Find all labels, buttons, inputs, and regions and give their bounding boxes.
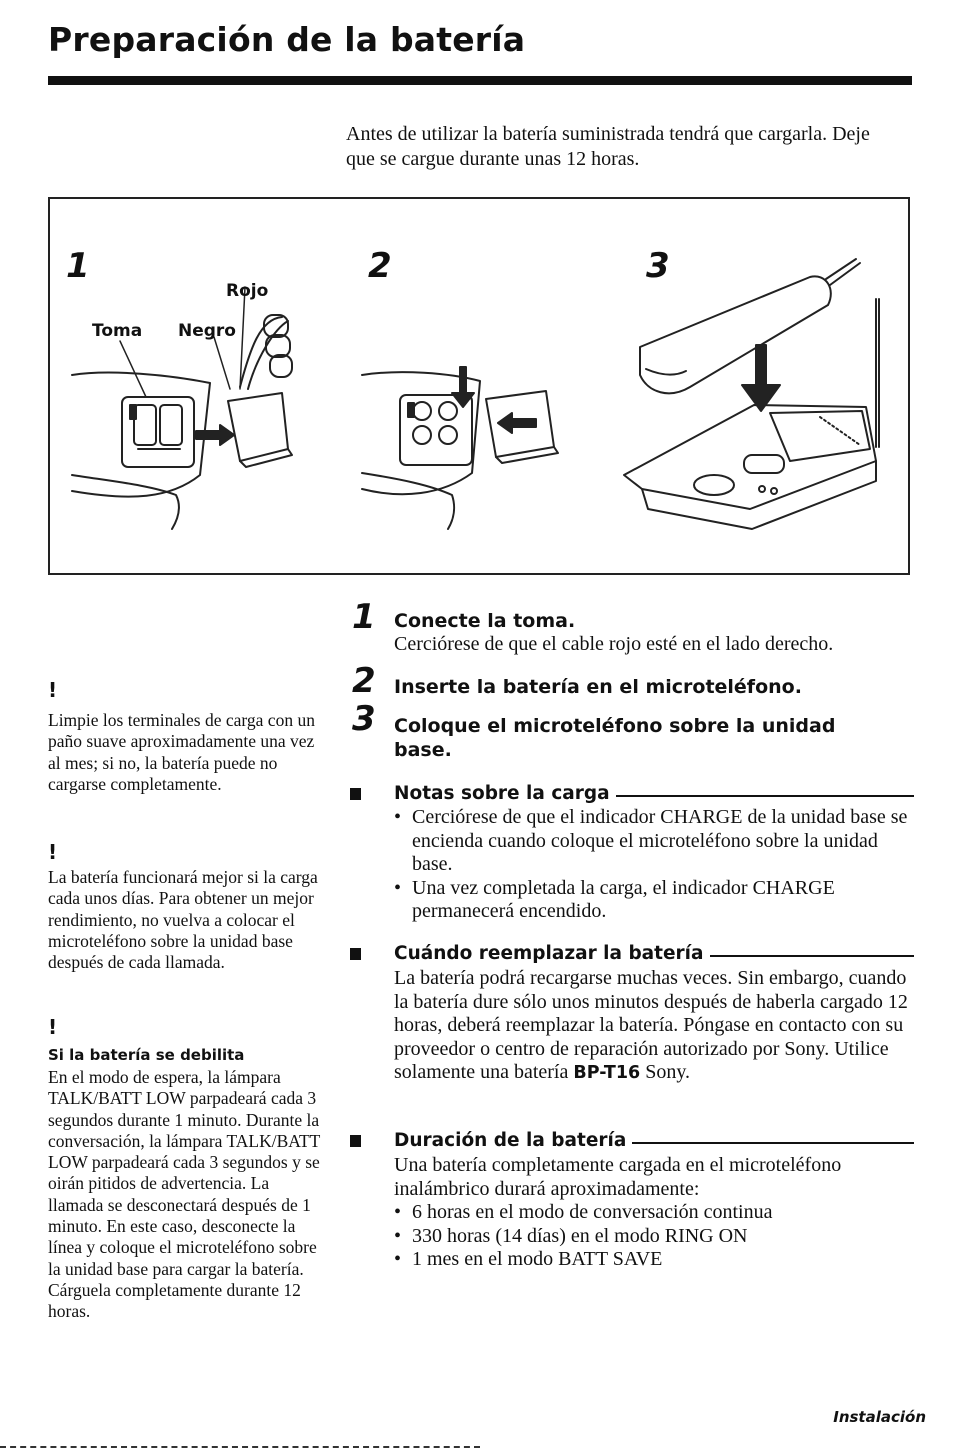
insert-arrow-1 — [196, 425, 234, 445]
figure-step-1: 1 — [66, 246, 90, 286]
note-1-text: Limpie los terminales de carga con un paño suave aproximadamente una vez al mes; si no, la batería puede no cargarse completamente. — [48, 710, 315, 794]
step-3-number: 3 — [352, 699, 376, 739]
list-item: • Una vez completada la carga, el indicador CHARGE permanecerá encendido. — [394, 877, 914, 924]
section-reemplazar-text — [394, 967, 924, 1086]
section-duracion-heading — [350, 1129, 914, 1153]
note-2-mark: ! — [48, 840, 58, 864]
label-toma: Toma — [92, 321, 143, 341]
step-2-number: 2 — [352, 661, 376, 701]
battery-model: BP-T16 — [573, 1063, 641, 1083]
square-bullet-icon — [350, 788, 361, 800]
reemplazar-text-before: La batería podrá recargarse muchas veces. Sin embargo, cuando la batería dure sólo unos minutos después de haberla cargado 12 horas, deberá reemplazar la batería. Póngase en contacto con su proveedor o centro de reparación autorizado por Sony. Utilice solamente una batería — [394, 967, 908, 1083]
label-negro: Negro — [178, 321, 236, 341]
battery-pack-1 — [228, 315, 292, 467]
note-3-mark: ! — [48, 1015, 58, 1039]
list-item: • 330 horas (14 días) en el modo RING ON — [394, 1225, 914, 1249]
list-item: • Cerciórese de que el indicador CHARGE de la unidad base se encienda cuando coloque el microteléfono sobre la unidad base. — [394, 806, 914, 877]
bottom-dashed-rule — [0, 1446, 480, 1448]
intro-text: Antes de utilizar la batería suministrada tendrá que cargarla. Deje que se cargue durante unas 12 horas. — [346, 123, 870, 170]
base-unit-illustration — [624, 299, 879, 529]
note-3-heading: Si la batería se debilita — [48, 1046, 245, 1064]
step-3-title: Coloque el microteléfono sobre la unidad base. — [394, 715, 836, 761]
illustration-drawing — [50, 199, 908, 573]
square-bullet-icon — [350, 1135, 361, 1147]
down-arrow-2 — [452, 367, 474, 407]
list-item: • 1 mes en el modo BATT SAVE — [394, 1248, 914, 1272]
section-reemplazar-title: Cuándo reemplazar la batería — [394, 942, 710, 966]
section-carga-list — [394, 806, 914, 924]
illustration-panel — [48, 197, 910, 575]
note-2-text: La batería funcionará mejor si la carga cada unos días. Para obtener un mejor rendimiento, no vuelva a colocar el microteléfono sobre la unidad base después de cada llamada. — [48, 867, 318, 973]
footer-section-label: Instalación — [833, 1408, 926, 1426]
slide-arrow-2 — [498, 413, 536, 433]
note-3-text: En el modo de espera, la lámpara TALK/BATT LOW parpadeará cada 3 segundos durante 1 minuto. Durante la conversación, la lámpara TALK/BATT LOW parpadeará cada 3 segundos y se oirán pitidos de advertencia. La llamada se desconectará después de 1 minuto. En este caso, desconecte la línea y coloque el microteléfono sobre la unidad base para cargar la batería. Cárguela completamente durante 12 horas. — [48, 1067, 321, 1322]
label-rojo: Rojo — [226, 281, 269, 301]
leader-negro — [214, 337, 230, 389]
list-item: • 6 horas en el modo de conversación continua — [394, 1201, 914, 1225]
step-1-title: Conecte la toma. — [394, 610, 576, 632]
title-rule — [48, 76, 912, 85]
page-title: Preparación de la batería — [48, 20, 526, 59]
figure-step-3: 3 — [646, 246, 670, 286]
handset-illustration-1 — [72, 373, 210, 529]
section-duracion-text: Una batería completamente cargada en el microteléfono inalámbrico durará aproximadamente: — [394, 1154, 842, 1200]
section-carga-heading — [350, 782, 914, 806]
step-1-text: Cerciórese de que el cable rojo esté en el lado derecho. — [394, 633, 834, 655]
step-2-title: Inserte la batería en el microteléfono. — [394, 676, 802, 698]
place-arrow-3 — [742, 345, 780, 411]
figure-step-2: 2 — [368, 246, 392, 286]
handset-illustration-3 — [640, 259, 860, 393]
square-bullet-icon — [350, 948, 361, 960]
step-1-number: 1 — [352, 597, 376, 637]
note-1-mark: ! — [48, 678, 58, 702]
leader-toma — [120, 341, 146, 397]
reemplazar-text-after: Sony. — [640, 1061, 691, 1083]
section-reemplazar-heading — [350, 942, 914, 966]
section-carga-title: Notas sobre la carga — [394, 782, 616, 806]
section-duracion-title: Duración de la batería — [394, 1129, 632, 1153]
section-duracion-list — [394, 1201, 914, 1272]
